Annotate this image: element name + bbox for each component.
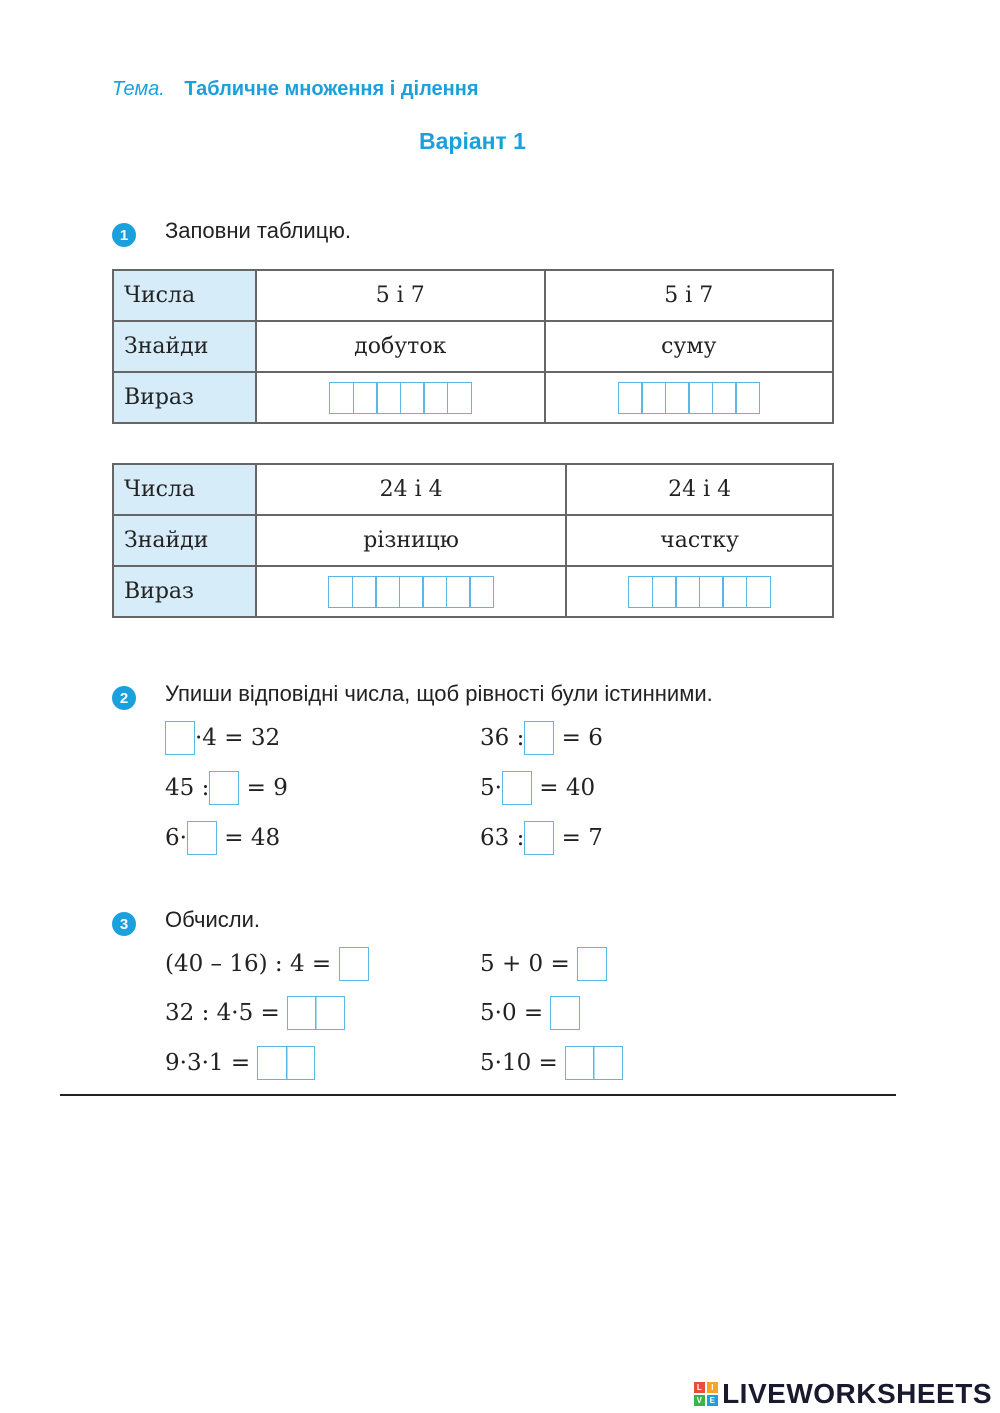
task-1-number: 1 [112,223,136,247]
answer-cell[interactable] [256,566,566,617]
answer-box[interactable] [577,947,607,981]
table-cell: 24 і 4 [566,464,833,515]
expression-3-5: 5·0 = [480,996,580,1030]
answer-box[interactable] [257,1046,315,1080]
answer-box[interactable] [187,821,217,855]
answer-box[interactable] [524,721,554,755]
answer-cell[interactable] [256,372,545,423]
table-cell: добуток [256,321,545,372]
logo-letter: E [707,1395,718,1406]
answer-box[interactable] [502,771,532,805]
table-cell: частку [566,515,833,566]
equation-2-6: 63 : = 7 [480,821,603,855]
row-head: Знайди [113,321,256,372]
logo-letter: V [694,1395,705,1406]
table-row [113,372,833,423]
answer-input-cells[interactable] [628,576,771,608]
row-head: Числа [113,270,256,321]
brand-logo-icon [694,1382,718,1406]
row-head: Вираз [113,566,256,617]
answer-cell[interactable] [545,372,834,423]
equation-2-5: 5· = 40 [480,771,595,805]
equation-2-2: 45 : = 9 [165,771,288,805]
task-3-text: Обчисли. [165,907,260,932]
answer-box[interactable] [565,1046,623,1080]
divider-line [60,1094,896,1096]
table-row [113,566,833,617]
topic-label: Тема. [112,78,165,100]
equation-2-3: 6· = 48 [165,821,280,855]
topic-line [112,78,479,101]
table-cell: різницю [256,515,566,566]
brand-watermark [694,1378,992,1410]
answer-input-cells[interactable] [618,382,761,414]
answer-input-cells[interactable] [328,576,494,608]
table-row [113,321,833,372]
expression-3-6: 5·10 = [480,1046,623,1080]
task-2-number: 2 [112,686,136,710]
task-3-number: 3 [112,912,136,936]
table-row [113,464,833,515]
answer-box[interactable] [524,821,554,855]
expression-3-2: 32 : 4·5 = [165,996,345,1030]
table-cell: 24 і 4 [256,464,566,515]
logo-letter: L [694,1382,705,1393]
expression-3-3: 9·3·1 = [165,1046,315,1080]
row-head: Знайди [113,515,256,566]
table-cell: суму [545,321,834,372]
task-1-text: Заповни таблицю. [165,218,351,243]
topic-title: Табличне множення і ділення [184,78,479,100]
expression-3-1: (40 – 16) : 4 = [165,947,369,981]
brand-name: LIVEWORKSHEETS [722,1378,992,1409]
task-1-table-1 [112,269,834,424]
row-head: Вираз [113,372,256,423]
table-cell: 5 і 7 [256,270,545,321]
answer-box[interactable] [339,947,369,981]
answer-box[interactable] [209,771,239,805]
answer-input-cells[interactable] [329,382,472,414]
expression-3-4: 5 + 0 = [480,947,607,981]
task-2-text: Упиши відповідні числа, щоб рівності були істинними. [165,681,713,706]
logo-letter: I [707,1382,718,1393]
answer-box[interactable] [287,996,345,1030]
table-row [113,515,833,566]
equation-2-4: 36 : = 6 [480,721,603,755]
task-1-table-2 [112,463,834,618]
table-cell: 5 і 7 [545,270,834,321]
equation-2-1: ·4 = 32 [165,721,280,755]
answer-box[interactable] [550,996,580,1030]
row-head: Числа [113,464,256,515]
answer-box[interactable] [165,721,195,755]
variant-title: Варіант 1 [419,128,526,154]
answer-cell[interactable] [566,566,833,617]
table-row [113,270,833,321]
